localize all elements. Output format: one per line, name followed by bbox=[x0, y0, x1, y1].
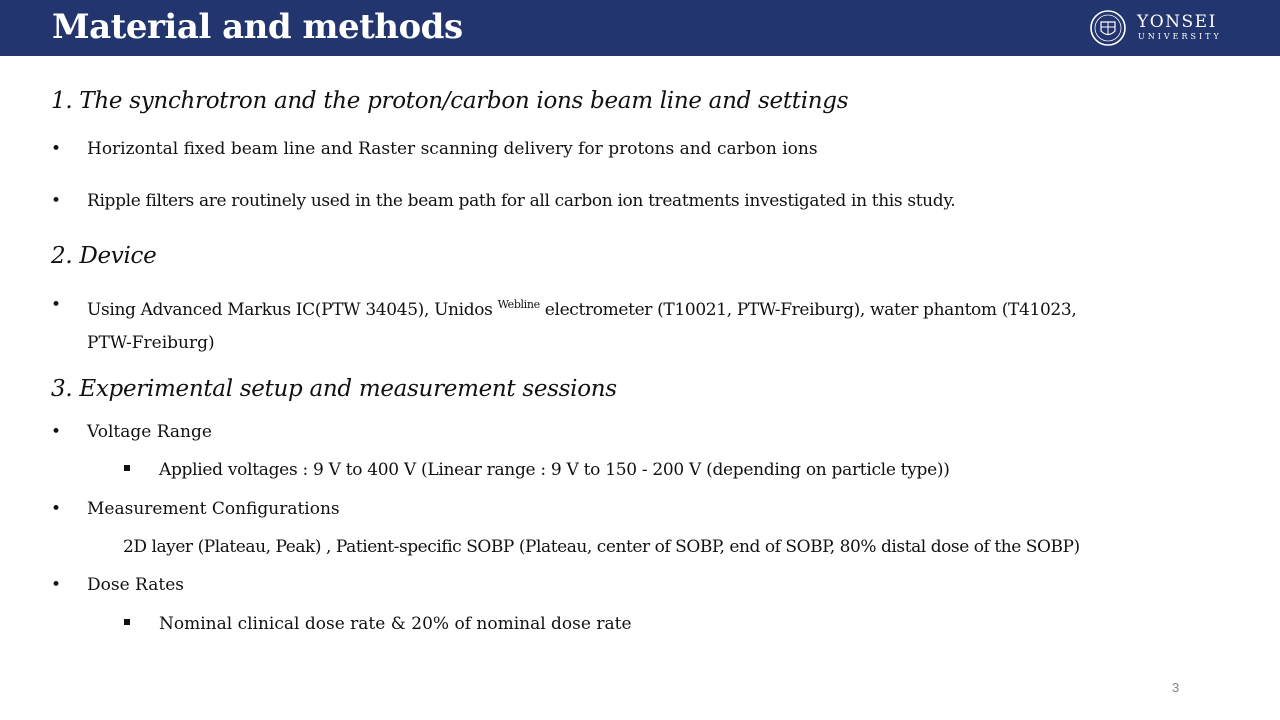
bullet-icon: • bbox=[51, 575, 62, 595]
bullet-icon: • bbox=[51, 295, 62, 315]
bullet-text: Ripple filters are routinely used in the beam path for all carbon ion treatments investigated in this study. bbox=[87, 191, 956, 211]
square-bullet-icon bbox=[124, 465, 130, 471]
section-heading-1: 1. The synchrotron and the proton/carbon ions beam line and settings bbox=[51, 88, 849, 114]
device-bullet-line-2: PTW-Freiburg) bbox=[87, 333, 215, 353]
slide-title: Material and methods bbox=[52, 7, 463, 47]
measurement-config-title: Measurement Configurations bbox=[87, 499, 340, 519]
title-bar bbox=[0, 0, 1280, 56]
logo-subtitle: UNIVERSITY bbox=[1138, 32, 1222, 41]
voltage-range-title: Voltage Range bbox=[87, 422, 212, 442]
device-text-rest: electrometer (T10021, PTW-Freiburg), water phantom (T41023, bbox=[539, 300, 1077, 320]
measurement-config-detail: 2D layer (Plateau, Peak) , Patient-specific SOBP (Plateau, center of SOBP, end of SOBP, 80% distal dose of the SOBP) bbox=[123, 537, 1080, 557]
yonsei-logo bbox=[1086, 9, 1246, 47]
bullet-text: Horizontal fixed beam line and Raster scanning delivery for protons and carbon ions bbox=[87, 139, 818, 159]
bullet-icon: • bbox=[51, 191, 62, 211]
voltage-range-detail: Applied voltages : 9 V to 400 V (Linear range : 9 V to 150 - 200 V (depending on particle type)) bbox=[159, 460, 950, 480]
dose-rates-title: Dose Rates bbox=[87, 575, 184, 595]
bullet-icon: • bbox=[51, 422, 62, 442]
device-bullet-line-1 bbox=[87, 293, 1076, 322]
bullet-icon: • bbox=[51, 139, 62, 159]
section-heading-3: 3. Experimental setup and measurement sessions bbox=[51, 376, 617, 402]
section-heading-2: 2. Device bbox=[51, 243, 157, 269]
square-bullet-icon bbox=[124, 619, 130, 625]
device-text: Using Advanced Markus IC(PTW 34045), Unidos bbox=[87, 300, 493, 320]
dose-rates-detail: Nominal clinical dose rate & 20% of nominal dose rate bbox=[159, 614, 632, 634]
page-number: 3 bbox=[1172, 680, 1180, 695]
logo-wordmark: YONSEI bbox=[1137, 12, 1217, 32]
superscript-text: Webline bbox=[497, 298, 540, 311]
bullet-icon: • bbox=[51, 499, 62, 519]
university-seal-icon bbox=[1086, 9, 1132, 47]
